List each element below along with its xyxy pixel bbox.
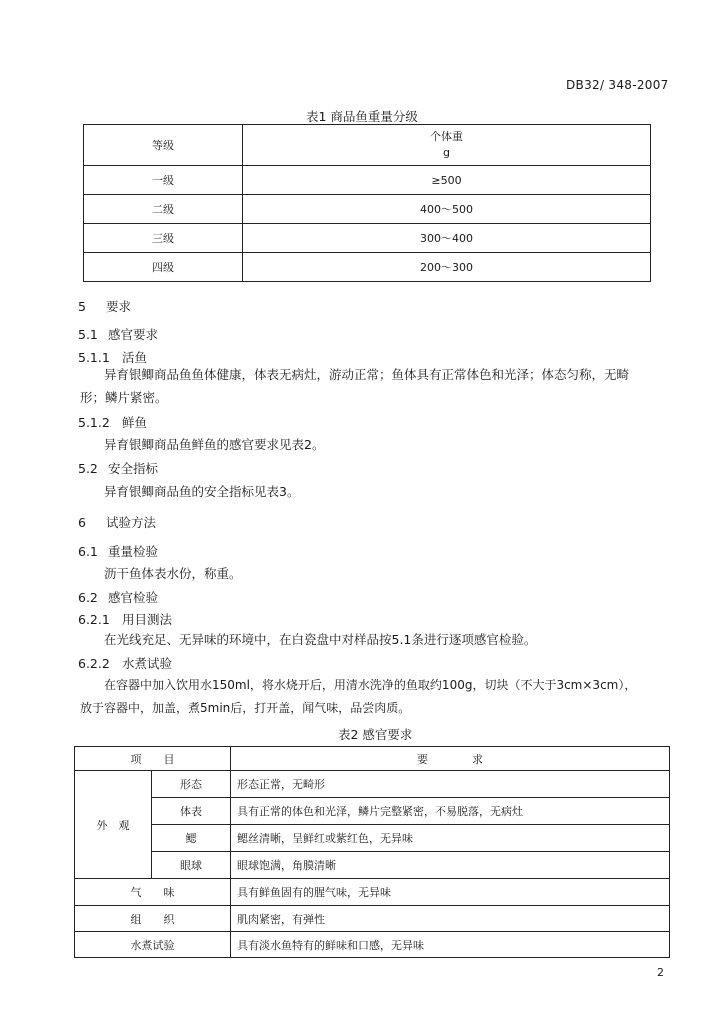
section-6-heading: [78, 513, 156, 531]
sub-item-cell: 鳃: [152, 825, 231, 852]
weight-grade-table: [83, 124, 651, 282]
table1-caption: 表1 商品鱼重量分级: [306, 109, 418, 124]
paragraph-line: 沥干鱼体表水份，称重。: [104, 566, 242, 581]
requirement-cell: 具有淡水鱼特有的鲜味和口感，无异味: [231, 932, 670, 958]
table-row: [84, 224, 651, 253]
page-number: 2: [657, 966, 664, 979]
header-weight: [243, 125, 651, 166]
requirement-cell: 具有正常的体色和光泽，鳞片完整紧密，不易脱落，无病灶: [231, 798, 670, 825]
section-number: 6.2.1: [78, 612, 110, 627]
section-number: 5: [78, 299, 86, 314]
paragraph-line: 异育银鲫商品鱼鱼体健康，体表无病灶，游动正常；鱼体具有正常体色和光泽；体态匀称，无畸: [104, 367, 630, 382]
section-number: 6.2.2: [78, 656, 110, 671]
section-5-1-heading: [78, 325, 158, 343]
table-row: [84, 253, 651, 282]
grade-cell: 三级: [84, 224, 243, 253]
section-5-heading: [78, 297, 131, 315]
sub-item-cell: 体表: [152, 798, 231, 825]
section-title: 安全指标: [108, 461, 159, 476]
sub-item-cell: 眼球: [152, 852, 231, 879]
header-requirement: 要 求: [231, 747, 670, 771]
paragraph-line: 在光线充足、无异味的环境中，在白瓷盘中对样品按5.1条进行逐项感官检验。: [104, 632, 537, 647]
header-grade: 等级: [84, 125, 243, 166]
table-header-row: [75, 747, 670, 771]
table-row: [75, 906, 670, 932]
header-item: 项 目: [75, 747, 231, 771]
requirement-cell: 眼球饱满，角膜清晰: [231, 852, 670, 879]
grade-cell: 二级: [84, 195, 243, 224]
table-row: [75, 879, 670, 906]
section-title: 鲜鱼: [122, 415, 148, 430]
table-row: [75, 932, 670, 958]
section-6-2-1-heading: [78, 610, 172, 628]
paragraph-line: 形；鳞片紧密。: [80, 390, 168, 405]
document-code: DB32/ 348-2007: [566, 78, 669, 92]
section-number: 5.1.2: [78, 415, 110, 430]
section-title: 重量检验: [108, 544, 159, 559]
requirement-cell: 肌肉紧密，有弹性: [231, 906, 670, 932]
section-title: 水煮试验: [122, 656, 173, 671]
section-title: 试验方法: [106, 515, 157, 530]
requirement-cell: 形态正常，无畸形: [231, 771, 670, 798]
section-number: 6.1: [78, 544, 98, 559]
appearance-label: 外 观: [75, 771, 152, 879]
table-row: [84, 166, 651, 195]
section-5-1-2-heading: [78, 413, 147, 431]
requirement-cell: 鳃丝清晰，呈鲜红或紫红色，无异味: [231, 825, 670, 852]
section-title: 感官要求: [108, 327, 159, 342]
paragraph-line: 放于容器中，加盖，煮5min后，打开盖，闻气味，品尝肉质。: [80, 701, 411, 715]
grade-cell: 一级: [84, 166, 243, 195]
paragraph-line: 异育银鲫商品鱼鲜鱼的感官要求见表2。: [104, 437, 325, 452]
section-6-2-heading: [78, 588, 158, 606]
requirement-cell: 具有鲜鱼固有的腥气味，无异味: [231, 879, 670, 906]
section-5-1-1-heading: [78, 348, 147, 366]
section-number: 5.2: [78, 461, 98, 476]
table-header-row: [84, 125, 651, 166]
section-title: 用目测法: [122, 612, 173, 627]
section-number: 5.1.1: [78, 350, 110, 365]
table-row: [75, 798, 670, 825]
header-weight-unit: g: [443, 146, 450, 159]
weight-cell: 300～400: [243, 224, 651, 253]
section-number: 6: [78, 515, 86, 530]
section-6-1-heading: [78, 542, 158, 560]
section-number: 5.1: [78, 327, 98, 342]
weight-cell: 400～500: [243, 195, 651, 224]
section-title: 活鱼: [122, 350, 148, 365]
paragraph-line: 在容器中加入饮用水150ml，将水烧开后，用清水洗净的鱼取约100g，切块（不大于3cm×3cm），: [104, 678, 637, 692]
table-row: [75, 771, 670, 798]
section-5-2-heading: [78, 459, 158, 477]
table-row: [75, 825, 670, 852]
item-cell: 组 织: [75, 906, 231, 932]
section-title: 要求: [106, 299, 132, 314]
item-cell: 水煮试验: [75, 932, 231, 958]
section-6-2-2-heading: [78, 654, 172, 672]
weight-cell: ≥500: [243, 166, 651, 195]
weight-cell: 200～300: [243, 253, 651, 282]
paragraph-line: 异育银鲫商品鱼的安全指标见表3。: [104, 484, 300, 499]
table-row: [75, 852, 670, 879]
grade-cell: 四级: [84, 253, 243, 282]
table2-caption: 表2 感官要求: [338, 727, 413, 742]
section-title: 感官检验: [108, 590, 159, 605]
section-number: 6.2: [78, 590, 98, 605]
sub-item-cell: 形态: [152, 771, 231, 798]
item-cell: 气 味: [75, 879, 231, 906]
header-weight-line1: 个体重: [430, 129, 463, 143]
table-row: [84, 195, 651, 224]
sensory-requirements-table: [74, 746, 670, 958]
